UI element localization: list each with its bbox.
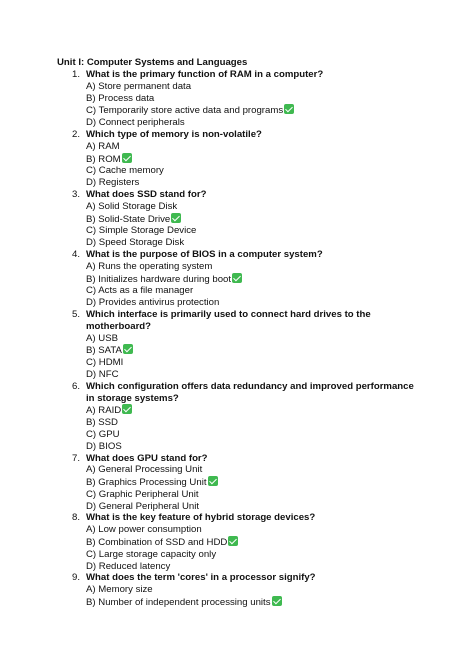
question-text: What is the purpose of BIOS in a computer system? xyxy=(86,248,323,260)
check-mark-icon xyxy=(208,476,218,486)
question-number: 1. xyxy=(72,69,81,80)
answer-option xyxy=(86,177,417,189)
answer-option-label: D) Registers xyxy=(86,177,140,189)
question-item xyxy=(57,381,417,453)
question-text: Which interface is primarily used to connect hard drives to the motherboard? xyxy=(86,308,371,332)
answer-option-label: C) Cache memory xyxy=(86,165,164,177)
answer-option-label: D) BIOS xyxy=(86,440,122,452)
answer-option xyxy=(86,237,417,249)
answer-option xyxy=(86,225,417,237)
answer-option xyxy=(86,417,417,429)
question-number: 7. xyxy=(72,452,81,464)
question-text: What does GPU stand for? xyxy=(86,452,208,464)
question-text: Which type of memory is non-volatile? xyxy=(86,128,262,140)
answer-option xyxy=(86,297,417,309)
check-mark-icon xyxy=(272,596,282,606)
answer-option-label: B) Graphics Processing Unit xyxy=(86,477,207,489)
answer-option-label: C) Temporarily store active data and programs xyxy=(86,105,284,117)
answer-option xyxy=(86,344,417,357)
question-text: What is the key feature of hybrid storage devices? xyxy=(86,512,316,524)
answer-option xyxy=(86,104,417,117)
question-text: What does SSD stand for? xyxy=(86,188,207,200)
answer-option xyxy=(86,201,417,213)
question-number: 6. xyxy=(72,380,81,392)
question-number: 5. xyxy=(72,308,81,320)
answer-option-label: B) Solid-State Drive xyxy=(86,213,171,225)
answer-option xyxy=(86,476,417,489)
answer-option xyxy=(86,333,417,345)
answer-option-label: C) GPU xyxy=(86,428,120,440)
answer-option-label: D) Reduced latency xyxy=(86,560,171,572)
answer-option xyxy=(86,141,417,153)
answer-option xyxy=(86,213,417,226)
check-mark-icon xyxy=(122,153,132,163)
answer-option xyxy=(86,441,417,453)
question-item xyxy=(57,572,417,608)
answer-option-label: B) Combination of SSD and HDD xyxy=(86,537,228,549)
answer-option xyxy=(86,536,417,549)
answer-option-label: B) Initializes hardware during boot xyxy=(86,273,232,285)
question-text: What is the primary function of RAM in a computer? xyxy=(86,69,324,80)
answer-option xyxy=(86,153,417,166)
answer-option-label: C) Simple Storage Device xyxy=(86,225,197,237)
answer-option-label: B) Process data xyxy=(86,92,155,104)
unit-title: Unit I: Computer Systems and Languages xyxy=(57,57,248,68)
question-item xyxy=(57,453,417,513)
answer-option-label: A) Memory size xyxy=(86,584,153,596)
question-item xyxy=(57,512,417,572)
answer-option-label: D) General Peripheral Unit xyxy=(86,500,200,512)
answer-option-label: C) Graphic Peripheral Unit xyxy=(86,488,199,500)
answer-option xyxy=(86,357,417,369)
check-mark-icon xyxy=(232,273,242,283)
answer-option-label: A) Store permanent data xyxy=(86,80,192,92)
answer-option xyxy=(86,117,417,129)
question-number: 4. xyxy=(72,248,81,260)
check-mark-icon xyxy=(171,213,181,223)
check-mark-icon xyxy=(123,344,133,354)
question-item xyxy=(57,189,417,249)
answer-option xyxy=(86,165,417,177)
answer-option-label: C) HDMI xyxy=(86,357,124,369)
answer-option-label: C) Acts as a file manager xyxy=(86,285,194,297)
answer-option-label: B) ROM xyxy=(86,153,121,165)
answer-option-label: D) Connect peripherals xyxy=(86,117,185,129)
answer-option-label: B) SSD xyxy=(86,417,118,429)
question-item xyxy=(57,129,417,189)
check-mark-icon xyxy=(122,404,132,414)
answer-option xyxy=(86,596,417,609)
answer-option xyxy=(86,549,417,561)
answer-option-label: B) Number of independent processing units xyxy=(86,597,271,609)
answer-option-label: A) Solid Storage Disk xyxy=(86,200,178,212)
answer-option xyxy=(86,464,417,476)
answer-option-label: A) Runs the operating system xyxy=(86,260,213,272)
answer-option xyxy=(86,501,417,513)
answer-option-label: A) Low power consumption xyxy=(86,524,202,536)
answer-option-label: A) General Processing Unit xyxy=(86,464,203,476)
question-item xyxy=(57,249,417,309)
answer-option xyxy=(86,489,417,501)
question-number: 9. xyxy=(72,572,81,584)
answer-option xyxy=(86,561,417,573)
answer-option xyxy=(86,404,417,417)
answer-option-label: A) RAM xyxy=(86,140,120,152)
answer-option xyxy=(86,285,417,297)
answer-option xyxy=(86,93,417,105)
answer-option xyxy=(86,273,417,286)
answer-option xyxy=(86,261,417,273)
question-text: What does the term 'cores' in a processor signify? xyxy=(86,572,316,584)
answer-option-label: D) Speed Storage Disk xyxy=(86,237,185,249)
answer-option xyxy=(86,524,417,536)
question-list xyxy=(57,69,417,609)
question-item xyxy=(57,309,417,381)
check-mark-icon xyxy=(284,104,294,114)
question-number: 2. xyxy=(72,128,81,140)
answer-option xyxy=(86,584,417,596)
question-text: Which configuration offers data redundancy and improved performance in storage systems? xyxy=(86,380,414,404)
answer-option-label: A) USB xyxy=(86,332,118,344)
question-number: 3. xyxy=(72,188,81,200)
answer-option xyxy=(86,81,417,93)
check-mark-icon xyxy=(228,536,238,546)
answer-option xyxy=(86,429,417,441)
answer-option-label: B) SATA xyxy=(86,345,122,357)
answer-option-label: D) Provides antivirus protection xyxy=(86,297,220,309)
answer-option-label: D) NFC xyxy=(86,368,119,380)
answer-option-label: A) RAID xyxy=(86,405,122,417)
question-item xyxy=(57,69,417,129)
answer-option-label: C) Large storage capacity only xyxy=(86,548,217,560)
answer-option xyxy=(86,369,417,381)
question-number: 8. xyxy=(72,512,81,524)
